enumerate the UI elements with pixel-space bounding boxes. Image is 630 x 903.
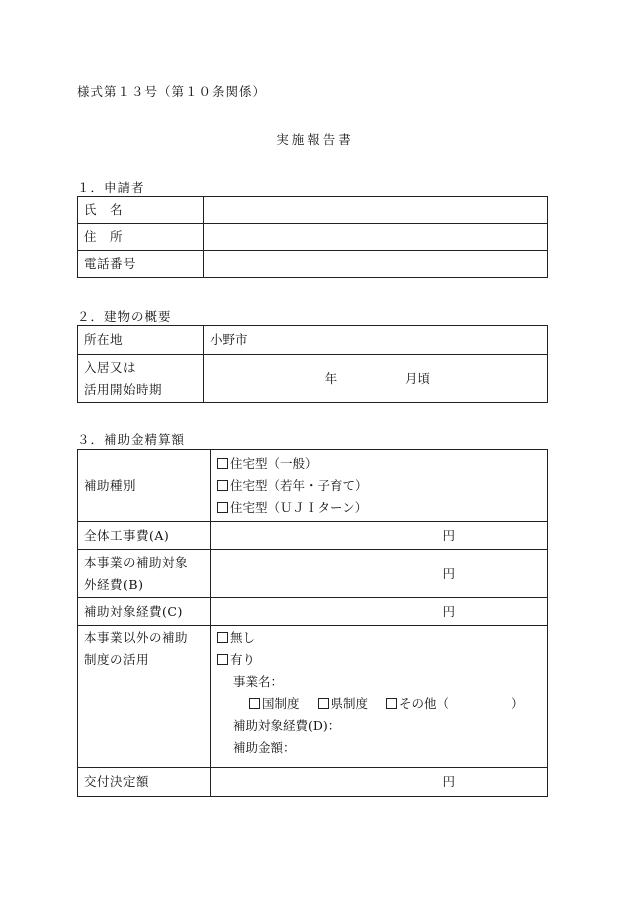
project-name-label: 事業名： (233, 674, 284, 689)
decision-amount-field[interactable] (211, 768, 548, 797)
excluded-cost-label (78, 550, 211, 598)
other-system-options (211, 626, 548, 768)
total-cost-field[interactable] (211, 522, 548, 550)
other-eligible-cost-label: 補助対象経費(D)： (233, 718, 341, 733)
other-system-label-line2: 制度の活用 (84, 652, 150, 667)
table-row (78, 326, 548, 355)
table-row (78, 251, 548, 278)
type-option-youth[interactable] (217, 475, 541, 497)
excluded-cost-field[interactable] (211, 550, 548, 598)
location-label: 所在地 (78, 326, 204, 355)
yen-unit: 円 (442, 527, 455, 543)
building-table (77, 325, 548, 403)
table-row (78, 522, 548, 550)
move-in-label-line1: 入居又は (84, 359, 137, 375)
eligible-cost-field[interactable] (211, 598, 548, 626)
table-row (78, 598, 548, 626)
excluded-cost-label-line1: 本事業の補助対象 (84, 554, 189, 570)
phone-label: 電話番号 (78, 251, 204, 278)
checkbox-icon[interactable] (217, 632, 228, 643)
other-subsidy-amount-label: 補助金額： (233, 740, 296, 755)
type-option-uji[interactable] (217, 497, 541, 519)
system-options-row (217, 693, 541, 715)
location-field[interactable]: 小野市 (204, 326, 548, 355)
section-building-heading: ２．建物の概要 (77, 309, 172, 324)
type-option-label: 住宅型（ＵＪＩターン） (230, 499, 368, 515)
option-none-label: 無し (230, 630, 256, 645)
table-row (78, 626, 548, 768)
checkbox-icon[interactable] (318, 698, 329, 709)
table-row (78, 450, 548, 522)
option-yes[interactable] (217, 649, 541, 671)
checkbox-icon[interactable] (217, 654, 228, 665)
type-option-label: 住宅型（一般） (230, 455, 318, 471)
system-other-label: その他（ (399, 696, 450, 711)
total-cost-label: 全体工事費(A) (78, 522, 211, 550)
move-in-label (78, 355, 204, 403)
section-applicant-heading: １．申請者 (77, 180, 145, 195)
checkbox-icon[interactable] (217, 480, 228, 491)
subsidy-type-options (211, 450, 548, 522)
table-row (78, 197, 548, 224)
address-field[interactable] (204, 224, 548, 251)
yen-unit: 円 (442, 565, 455, 581)
address-label: 住 所 (78, 224, 204, 251)
system-prefecture-label: 県制度 (330, 696, 369, 711)
table-row (78, 224, 548, 251)
subsidy-type-label: 補助種別 (78, 450, 211, 522)
phone-field[interactable] (204, 251, 548, 278)
form-number: 様式第１３号（第１０条関係） (77, 84, 267, 99)
yen-unit: 円 (442, 774, 455, 789)
table-row (78, 355, 548, 403)
checkbox-icon[interactable] (217, 458, 228, 469)
decision-amount-label: 交付決定額 (78, 768, 211, 797)
type-option-general[interactable] (217, 453, 541, 475)
move-in-label-line2: 活用開始時期 (84, 381, 163, 397)
table-row (78, 550, 548, 598)
other-system-label-line1: 本事業以外の補助 (84, 630, 189, 645)
type-option-label: 住宅型（若年・子育て） (230, 477, 368, 493)
subsidy-table (77, 449, 548, 797)
checkbox-icon[interactable] (386, 698, 397, 709)
system-national-label: 国制度 (262, 696, 300, 711)
applicant-table (77, 196, 548, 278)
section-subsidy-heading: ３．補助金精算額 (77, 432, 186, 447)
other-system-label (78, 626, 211, 768)
checkbox-icon[interactable] (217, 502, 228, 513)
year-unit: 年 (324, 370, 338, 386)
excluded-cost-label-line2: 外経費(B) (84, 576, 144, 592)
yen-unit: 円 (442, 603, 455, 619)
move-in-date-field[interactable] (204, 355, 548, 403)
table-row (78, 768, 548, 797)
option-none[interactable] (217, 627, 541, 649)
month-unit: 月頃 (404, 370, 430, 386)
close-paren: ） (511, 696, 524, 711)
name-field[interactable] (204, 197, 548, 224)
name-label: 氏 名 (78, 197, 204, 224)
option-yes-label: 有り (230, 652, 256, 667)
document-title: 実施報告書 (276, 132, 354, 147)
checkbox-icon[interactable] (249, 698, 260, 709)
eligible-cost-label: 補助対象経費(C) (78, 598, 211, 626)
